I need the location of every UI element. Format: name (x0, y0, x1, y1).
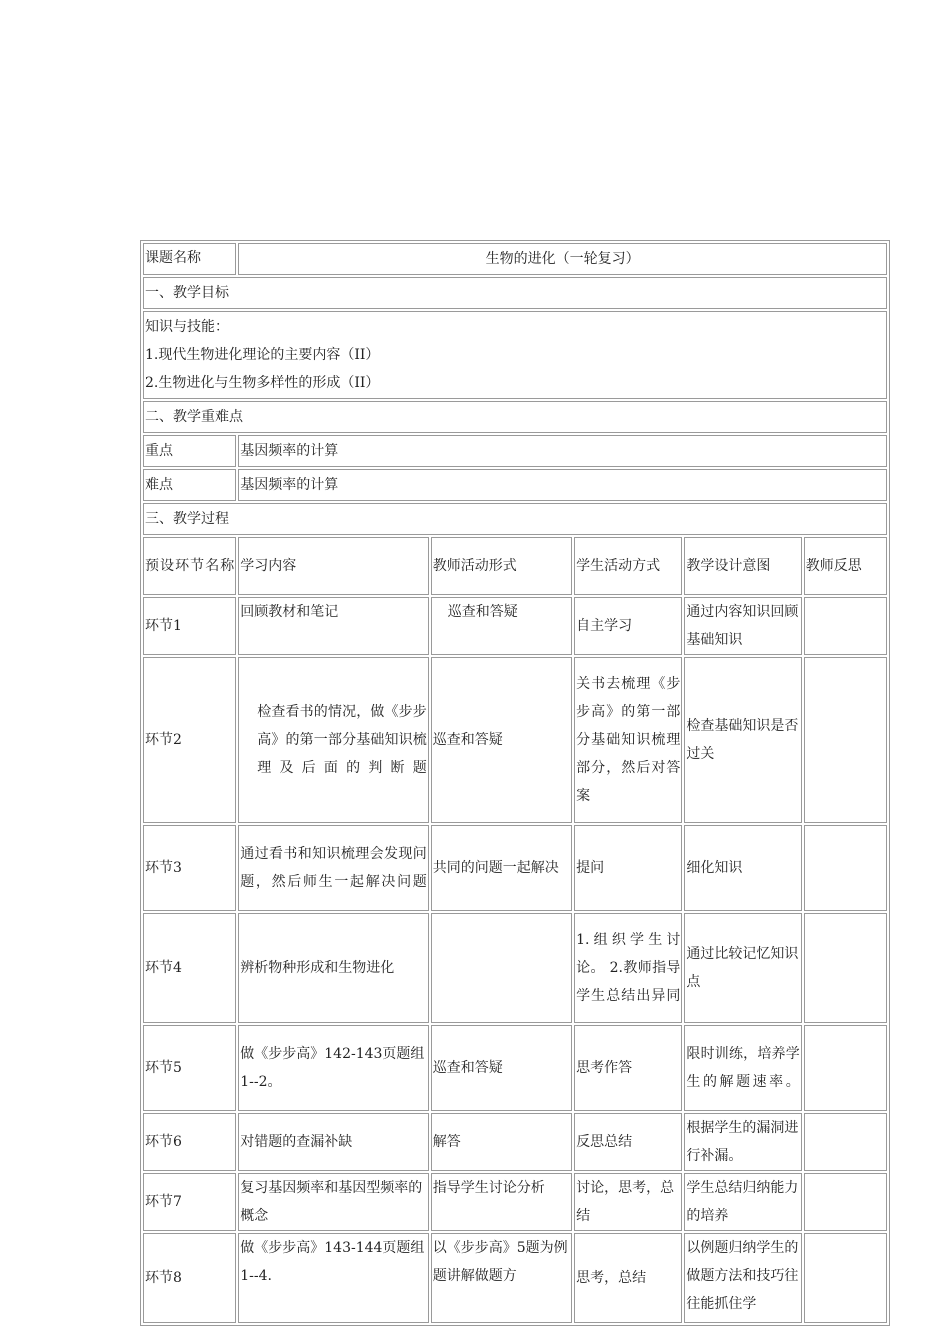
column-header: 预设环节名称 (143, 537, 236, 595)
knowledge-heading: 知识与技能： (145, 319, 229, 335)
step-name: 环节1 (143, 597, 236, 655)
step-design-intent: 学生总结归纳能力的培养 (684, 1173, 801, 1231)
step-reflection (804, 657, 887, 823)
section-key-points-row (143, 401, 887, 433)
step-name: 环节6 (143, 1113, 236, 1171)
table-row (143, 1233, 887, 1323)
step-design-intent: 根据学生的漏洞进行补漏。 (684, 1113, 801, 1171)
step-name: 环节5 (143, 1025, 236, 1111)
lesson-plan-table (140, 240, 890, 1326)
topic-label: 课题名称 (143, 243, 236, 275)
step-student-activity: 反思总结 (574, 1113, 682, 1171)
step-design-intent: 细化知识 (684, 825, 801, 911)
column-header: 学习内容 (238, 537, 429, 595)
knowledge-cell (143, 311, 887, 399)
step-content: 通过看书和知识梳理会发现问题，然后师生一起解决问题 (238, 825, 429, 911)
step-reflection (804, 597, 887, 655)
key-point-row (143, 435, 887, 467)
step-teacher-activity: 以《步步高》5题为例题讲解做题方 (431, 1233, 572, 1323)
step-content: 做《步步高》142-143页题组1--2。 (238, 1025, 429, 1111)
step-name: 环节4 (143, 913, 236, 1023)
key-point-value: 基因频率的计算 (238, 435, 887, 467)
knowledge-item-1: 1.现代生物进化理论的主要内容（II） (145, 347, 380, 363)
step-teacher-activity: 巡查和答疑 (431, 1025, 572, 1111)
table-row (143, 597, 887, 655)
step-content: 检查看书的情况，做《步步高》的第一部分基础知识梳理及后面的判断题 (238, 657, 429, 823)
column-header: 教学设计意图 (684, 537, 801, 595)
step-student-activity: 思考作答 (574, 1025, 682, 1111)
step-teacher-activity: 巡查和答疑 (431, 597, 572, 655)
column-header: 教师活动形式 (431, 537, 572, 595)
column-header: 教师反思 (804, 537, 887, 595)
section-goals-heading: 一、教学目标 (143, 277, 887, 309)
key-point-label: 重点 (143, 435, 236, 467)
step-name: 环节2 (143, 657, 236, 823)
table-row (143, 913, 887, 1023)
section-goals-row (143, 277, 887, 309)
step-design-intent: 通过内容知识回顾基础知识 (684, 597, 801, 655)
step-name: 环节7 (143, 1173, 236, 1231)
step-reflection (804, 913, 887, 1023)
step-reflection (804, 825, 887, 911)
step-teacher-activity: 解答 (431, 1113, 572, 1171)
knowledge-item-2: 2.生物进化与生物多样性的形成（II） (145, 375, 380, 391)
step-student-activity: 1.组织学生讨论。 2.教师指导学生总结出异同 (574, 913, 682, 1023)
hard-point-label: 难点 (143, 469, 236, 501)
step-student-activity: 自主学习 (574, 597, 682, 655)
column-header-row (143, 537, 887, 595)
step-teacher-activity: 指导学生讨论分析 (431, 1173, 572, 1231)
step-content: 对错题的查漏补缺 (238, 1113, 429, 1171)
section-process-heading: 三、教学过程 (143, 503, 887, 535)
step-design-intent: 通过比较记忆知识点 (684, 913, 801, 1023)
table-row (143, 825, 887, 911)
step-student-activity: 关书去梳理《步步高》的第一部分基础知识梳理部分，然后对答案 (574, 657, 682, 823)
step-name: 环节8 (143, 1233, 236, 1323)
step-content: 做《步步高》143-144页题组1--4. (238, 1233, 429, 1323)
step-reflection (804, 1113, 887, 1171)
topic-row (143, 243, 887, 275)
column-header: 学生活动方式 (574, 537, 682, 595)
step-student-activity: 提问 (574, 825, 682, 911)
step-design-intent: 限时训练，培养学生的解题速率。 (684, 1025, 801, 1111)
table-row (143, 657, 887, 823)
step-content: 复习基因频率和基因型频率的概念 (238, 1173, 429, 1231)
step-content: 回顾教材和笔记 (238, 597, 429, 655)
hard-point-row (143, 469, 887, 501)
step-student-activity: 思考，总结 (574, 1233, 682, 1323)
table-row (143, 1113, 887, 1171)
step-teacher-activity (431, 913, 572, 1023)
step-student-activity: 讨论，思考，总结 (574, 1173, 682, 1231)
step-content: 辨析物种形成和生物进化 (238, 913, 429, 1023)
knowledge-row (143, 311, 887, 399)
topic-title: 生物的进化（一轮复习） (238, 243, 887, 275)
step-reflection (804, 1173, 887, 1231)
table-row (143, 1025, 887, 1111)
table-row (143, 1173, 887, 1231)
step-teacher-activity: 共同的问题一起解决 (431, 825, 572, 911)
step-design-intent: 检查基础知识是否过关 (684, 657, 801, 823)
step-reflection (804, 1025, 887, 1111)
step-design-intent: 以例题归纳学生的做题方法和技巧往往能抓住学 (684, 1233, 801, 1323)
step-teacher-activity: 巡查和答疑 (431, 657, 572, 823)
step-name: 环节3 (143, 825, 236, 911)
step-reflection (804, 1233, 887, 1323)
section-key-points-heading: 二、教学重难点 (143, 401, 887, 433)
lesson-plan-document (140, 240, 890, 1340)
hard-point-value: 基因频率的计算 (238, 469, 887, 501)
section-process-row (143, 503, 887, 535)
